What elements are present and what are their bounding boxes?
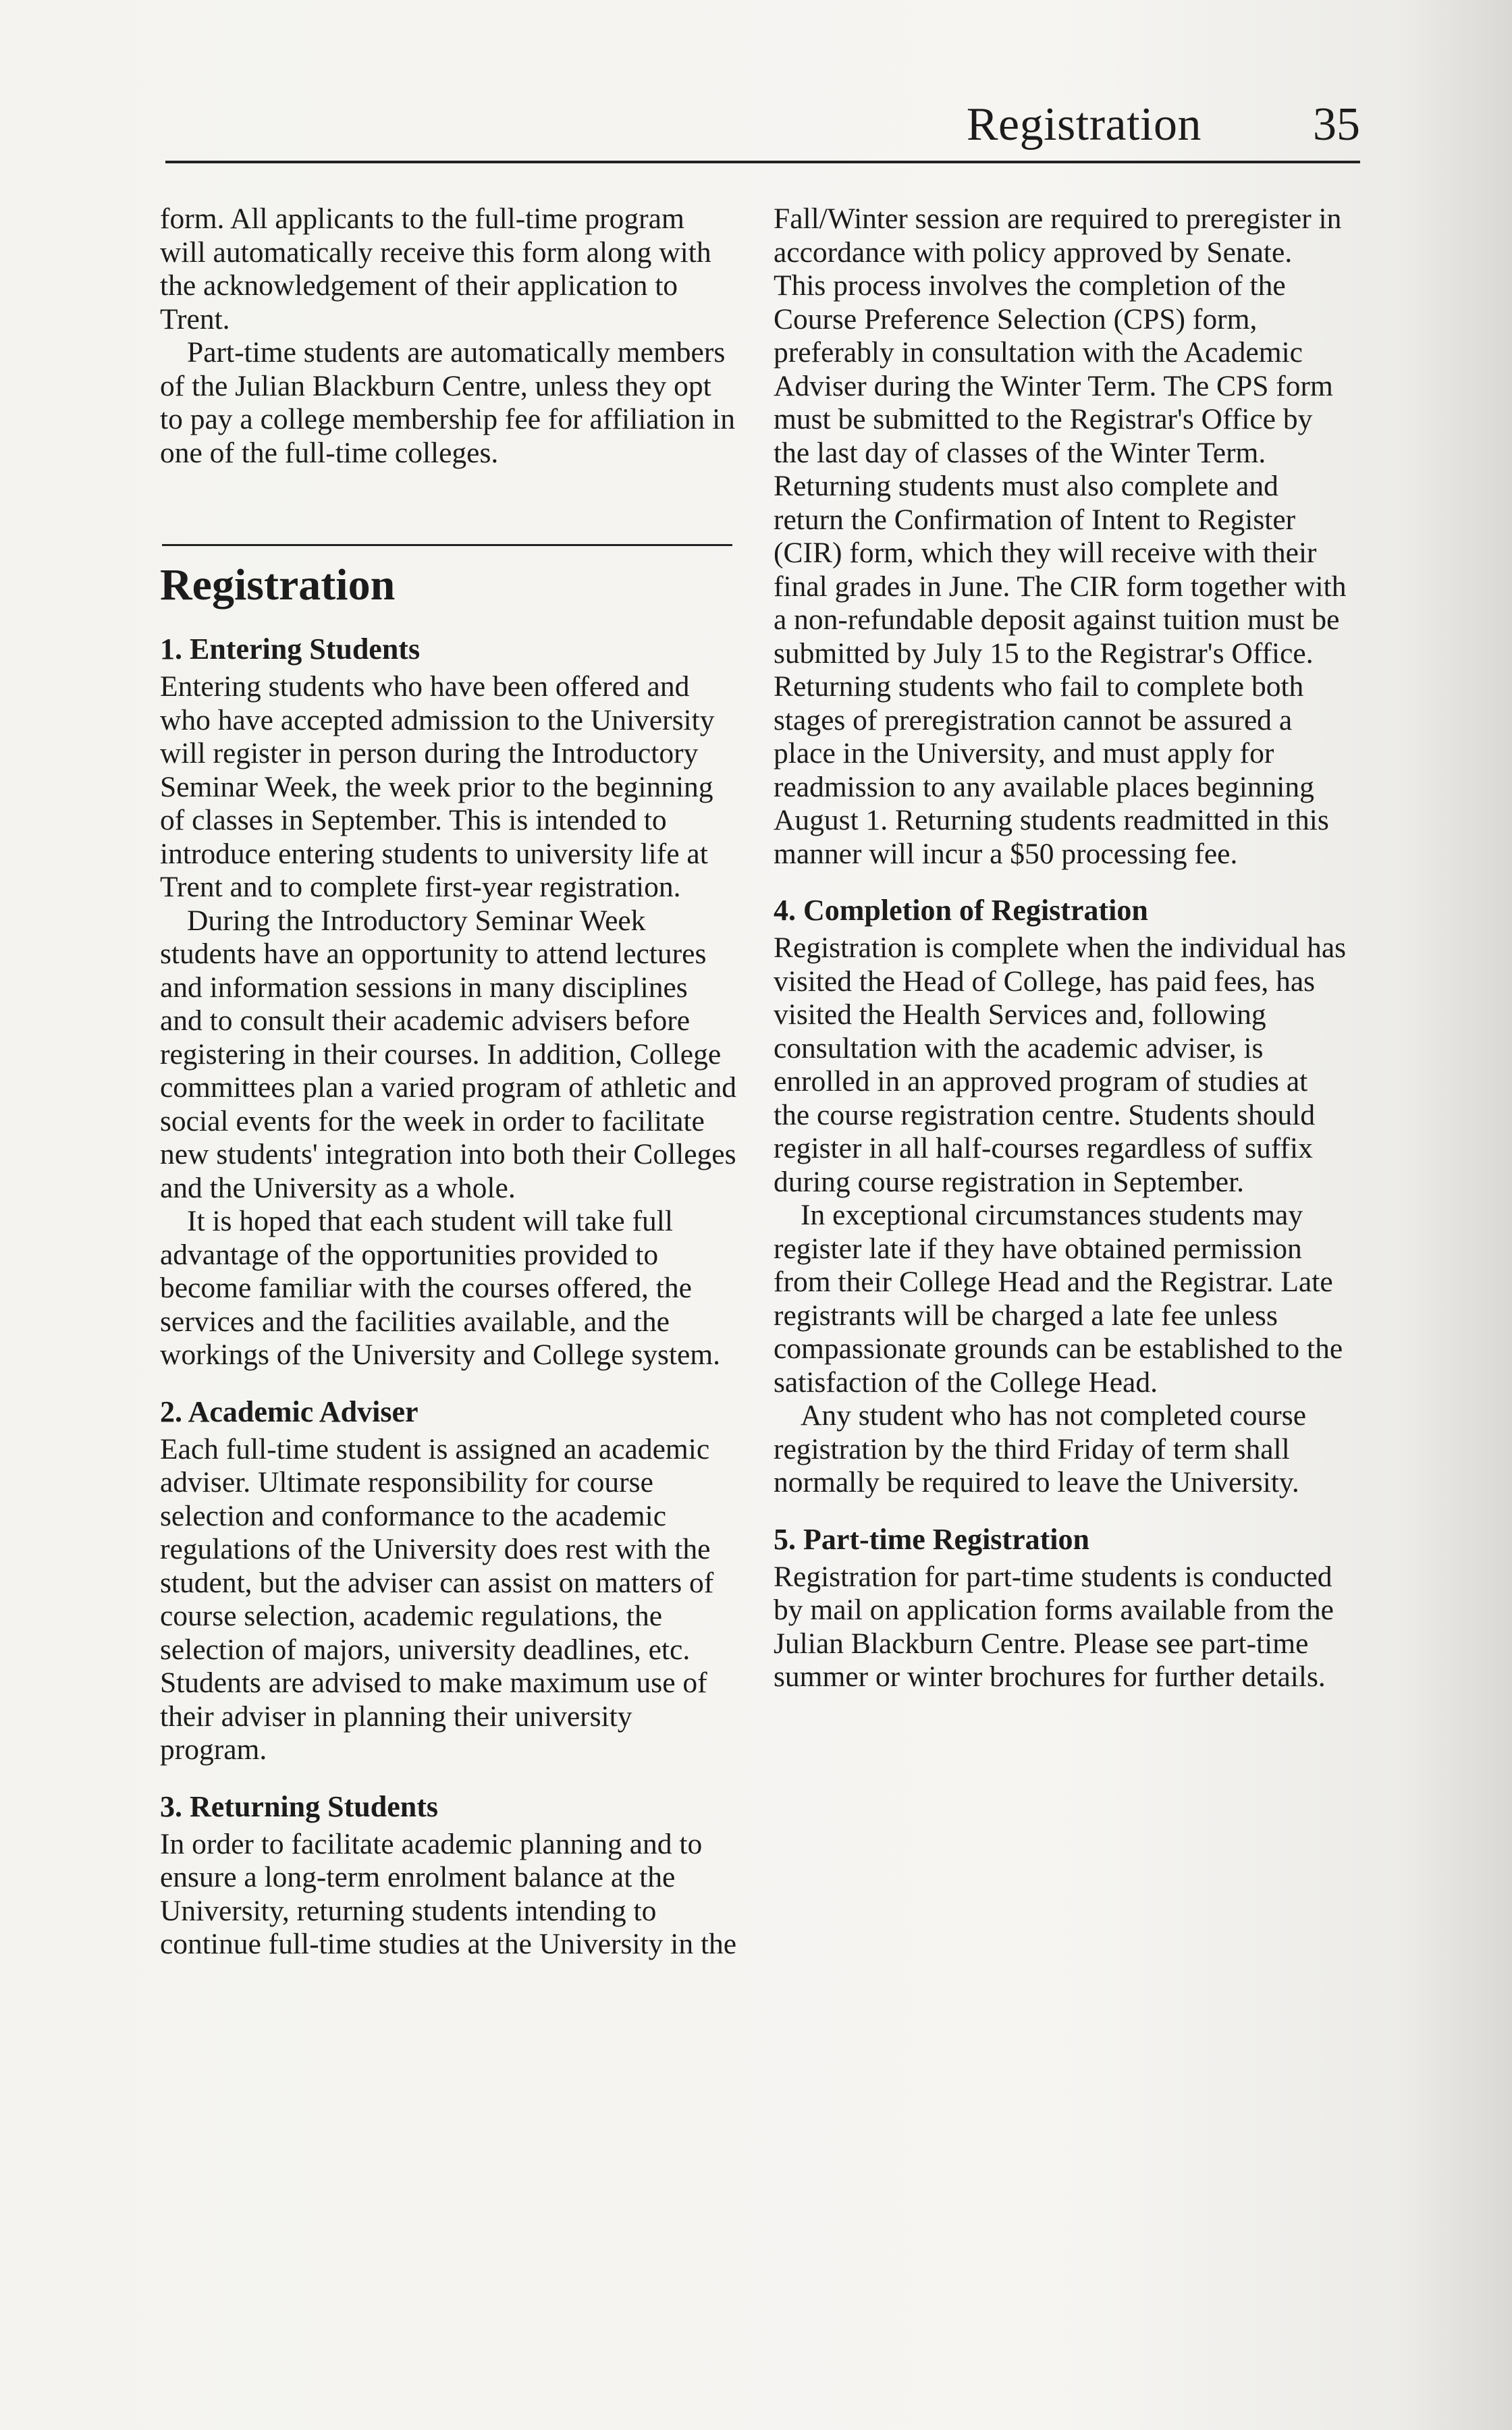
- intro-paragraph: form. All applicants to the full-time program will automatically receive this form along with the acknowledgement of their application to Trent.: [160, 202, 711, 335]
- heading-academic-adviser: 2. Academic Adviser: [160, 1395, 418, 1428]
- returning-students-paragraph: In order to facilitate academic planning and to ensure a long-term enrolment balance at the University, returning students intending to continue full-time studies at the University in the: [160, 1827, 737, 1960]
- academic-adviser-paragraph: Each full-time student is assigned an academic adviser. Ultimate responsibility for course selection and conformance to the academic regulations of the University does rest with the student, but the adviser can assist on matters of course selection, academic regulations, the selection of majors, university deadlines, etc. Students are advised to make maximum use of their adviser in planning their university program.: [160, 1432, 714, 1766]
- heading-part-time-registration: 5. Part-time Registration: [774, 1522, 1089, 1556]
- left-column: [160, 202, 737, 1962]
- right-column: [774, 202, 1351, 1694]
- section-title: Registration: [160, 560, 396, 610]
- page-number: 35: [1313, 99, 1360, 151]
- heading-returning-students: 3. Returning Students: [160, 1789, 438, 1823]
- returning-students-continued: Fall/Winter session are required to preregister in accordance with policy approved by Senate. This process involves the completion of the Course Preference Selection (CPS) form, preferably in consultation with the Academic Adviser during the Winter Term. The CPS form must be submitted to the Registrar's Office by the last day of classes of the Winter Term. Returning students must also complete and return the Confirmation of Intent to Register (CIR) form, which they will receive with their final grades in June. The CIR form together with a non-refundable deposit against tuition must be submitted by July 15 to the Registrar's Office. Returning students who fail to complete both stages of preregistration cannot be assured a place in the University, and must apply for readmission to any available places beginning August 1. Returning students readmitted in this manner will incur a $50 processing fee.: [774, 202, 1347, 870]
- entering-students-paragraph-3: It is hoped that each student will take full advantage of the opportunities provided to become familiar with the courses offered, the services and the facilities available, and the workings of the University and College system.: [160, 1205, 721, 1371]
- heading-completion-of-registration: 4. Completion of Registration: [774, 894, 1148, 927]
- completion-paragraph-3: Any student who has not completed course registration by the third Friday of term shall normally be required to leave the University.: [774, 1399, 1307, 1498]
- heading-entering-students: 1. Entering Students: [160, 632, 421, 666]
- entering-students-paragraph-2: During the Introductory Seminar Week students have an opportunity to attend lectures and information sessions in many disciplines and to consult their academic advisers before registering in their courses. In addition, College committees plan a varied program of athletic and social events for the week in order to facilitate new students' integration into both their Colleges and the University as a whole.: [160, 904, 736, 1204]
- header-rule: [165, 161, 1360, 163]
- completion-paragraph-2: In exceptional circumstances students may register late if they have obtained permission from their College Head and the Registrar. Late registrants will be charged a late fee unless compassionate grounds can be established to the satisfaction of the College Head.: [774, 1199, 1343, 1399]
- running-header: [165, 94, 1360, 162]
- part-time-paragraph: Part-time students are automatically members of the Julian Blackburn Centre, unless they opt to pay a college membership fee for affiliation in one of the full-time colleges.: [160, 336, 735, 469]
- running-header-title: Registration: [966, 99, 1202, 151]
- completion-paragraph-1: Registration is complete when the individual has visited the Head of College, has paid fees, has visited the Health Services and, following consultation with the academic adviser, is enrolled in an approved program of studies at the course registration centre. Students should register in all half-courses regardless of suffix during course registration in September.: [774, 932, 1347, 1198]
- part-time-registration-paragraph: Registration for part-time students is conducted by mail on application forms available from the Julian Blackburn Centre. Please see part-time summer or winter brochures for further details.: [774, 1560, 1334, 1693]
- entering-students-paragraph-1: Entering students who have been offered and who have accepted admission to the University will register in person during the Introductory Seminar Week, the week prior to the beginning of classes in September. This is intended to introduce entering students to university life at Trent and to complete first-year registration.: [160, 670, 715, 903]
- section-rule: [162, 544, 732, 546]
